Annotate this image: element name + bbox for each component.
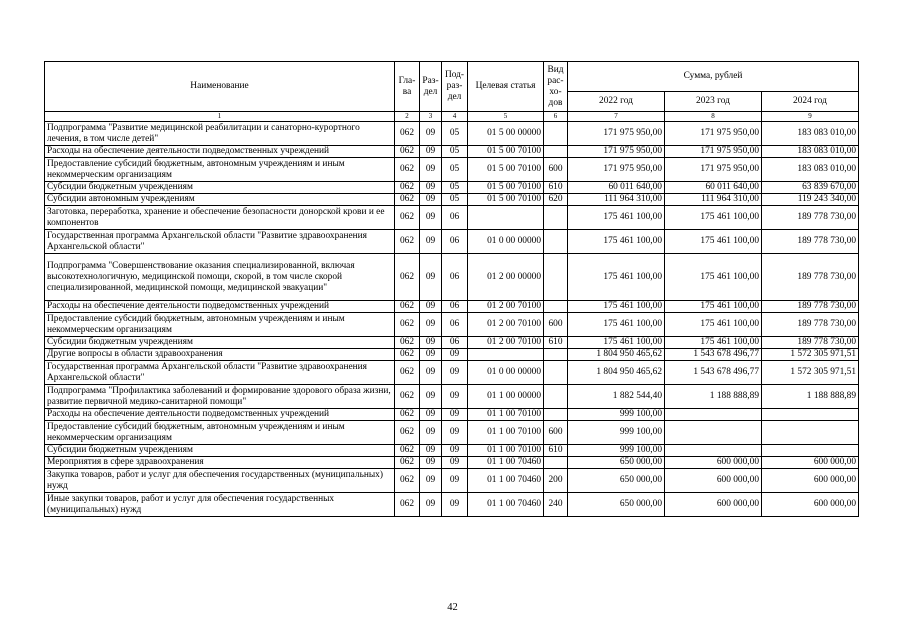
table-row bbox=[45, 158, 859, 182]
row-sum-2023: 1 188 888,89 bbox=[665, 385, 762, 409]
row-sum-2023: 175 461 100,00 bbox=[665, 337, 762, 349]
header-name: Наименование bbox=[45, 62, 395, 112]
row-sum-2024: 189 778 730,00 bbox=[762, 313, 859, 337]
row-expense-type: 610 bbox=[544, 445, 568, 457]
row-expense-type: 620 bbox=[544, 194, 568, 206]
row-expense-type bbox=[544, 301, 568, 313]
row-chapter: 062 bbox=[395, 254, 420, 301]
row-sum-2023: 600 000,00 bbox=[665, 469, 762, 493]
table-row bbox=[45, 493, 859, 517]
row-sum-2022: 171 975 950,00 bbox=[568, 122, 665, 146]
row-chapter: 062 bbox=[395, 385, 420, 409]
row-sum-2024: 189 778 730,00 bbox=[762, 206, 859, 230]
row-sum-2023: 600 000,00 bbox=[665, 493, 762, 517]
row-chapter: 062 bbox=[395, 194, 420, 206]
row-sum-2024 bbox=[762, 421, 859, 445]
row-chapter: 062 bbox=[395, 182, 420, 194]
row-expense-type bbox=[544, 361, 568, 385]
row-name: Расходы на обеспечение деятельности подведомственных учреждений bbox=[45, 409, 395, 421]
row-subsection: 05 bbox=[442, 194, 468, 206]
row-expense-type: 600 bbox=[544, 158, 568, 182]
row-name: Государственная программа Архангельской области "Развитие здравоохранения Архангельской области" bbox=[45, 230, 395, 254]
row-sum-2023: 175 461 100,00 bbox=[665, 230, 762, 254]
header-chapter: Гла-ва bbox=[395, 62, 420, 112]
row-target: 01 1 00 00000 bbox=[468, 385, 544, 409]
row-section: 09 bbox=[420, 469, 442, 493]
row-sum-2022: 999 100,00 bbox=[568, 421, 665, 445]
row-subsection: 05 bbox=[442, 158, 468, 182]
row-target: 01 5 00 70100 bbox=[468, 158, 544, 182]
row-sum-2022: 1 804 950 465,62 bbox=[568, 349, 665, 361]
row-name: Заготовка, переработка, хранение и обеспечение безопасности донорской крови и ее компонентов bbox=[45, 206, 395, 230]
row-sum-2022: 175 461 100,00 bbox=[568, 206, 665, 230]
table-row bbox=[45, 254, 859, 301]
row-sum-2022: 175 461 100,00 bbox=[568, 337, 665, 349]
row-sum-2024: 1 572 305 971,51 bbox=[762, 361, 859, 385]
row-sum-2022: 60 011 640,00 bbox=[568, 182, 665, 194]
row-sum-2023: 600 000,00 bbox=[665, 457, 762, 469]
row-sum-2022: 175 461 100,00 bbox=[568, 254, 665, 301]
header-target: Целевая статья bbox=[468, 62, 544, 112]
row-sum-2023 bbox=[665, 421, 762, 445]
row-expense-type bbox=[544, 206, 568, 230]
row-sum-2022: 111 964 310,00 bbox=[568, 194, 665, 206]
row-target: 01 5 00 70100 bbox=[468, 194, 544, 206]
row-subsection: 09 bbox=[442, 385, 468, 409]
row-chapter: 062 bbox=[395, 313, 420, 337]
row-subsection: 06 bbox=[442, 337, 468, 349]
row-section: 09 bbox=[420, 349, 442, 361]
row-name: Мероприятия в сфере здравоохранения bbox=[45, 457, 395, 469]
row-expense-type bbox=[544, 409, 568, 421]
row-sum-2023 bbox=[665, 409, 762, 421]
row-sum-2023: 111 964 310,00 bbox=[665, 194, 762, 206]
row-chapter: 062 bbox=[395, 122, 420, 146]
row-sum-2023: 175 461 100,00 bbox=[665, 301, 762, 313]
row-expense-type: 600 bbox=[544, 313, 568, 337]
row-sum-2024: 189 778 730,00 bbox=[762, 230, 859, 254]
row-expense-type: 240 bbox=[544, 493, 568, 517]
column-number: 7 bbox=[568, 112, 665, 122]
row-sum-2024: 189 778 730,00 bbox=[762, 254, 859, 301]
table-row bbox=[45, 445, 859, 457]
row-sum-2022: 1 882 544,40 bbox=[568, 385, 665, 409]
row-name: Другие вопросы в области здравоохранения bbox=[45, 349, 395, 361]
row-target: 01 1 00 70100 bbox=[468, 409, 544, 421]
row-name: Субсидии автономным учреждениям bbox=[45, 194, 395, 206]
table-row bbox=[45, 409, 859, 421]
column-number: 3 bbox=[420, 112, 442, 122]
row-sum-2022: 175 461 100,00 bbox=[568, 230, 665, 254]
row-subsection: 06 bbox=[442, 313, 468, 337]
row-name: Субсидии бюджетным учреждениям bbox=[45, 182, 395, 194]
row-chapter: 062 bbox=[395, 457, 420, 469]
row-target: 01 2 00 00000 bbox=[468, 254, 544, 301]
row-section: 09 bbox=[420, 421, 442, 445]
table-row bbox=[45, 146, 859, 158]
row-sum-2022: 1 804 950 465,62 bbox=[568, 361, 665, 385]
row-name: Расходы на обеспечение деятельности подведомственных учреждений bbox=[45, 146, 395, 158]
row-section: 09 bbox=[420, 301, 442, 313]
row-name: Субсидии бюджетным учреждениям bbox=[45, 337, 395, 349]
row-expense-type: 610 bbox=[544, 182, 568, 194]
row-section: 09 bbox=[420, 182, 442, 194]
row-sum-2022: 999 100,00 bbox=[568, 409, 665, 421]
row-name: Предоставление субсидий бюджетным, автономным учреждениям и иным некоммерческим организациям bbox=[45, 158, 395, 182]
row-target: 01 2 00 70100 bbox=[468, 301, 544, 313]
row-name: Подпрограмма "Развитие медицинской реабилитации и санаторно-курортного лечения, в том числе детей" bbox=[45, 122, 395, 146]
row-sum-2022: 171 975 950,00 bbox=[568, 158, 665, 182]
row-expense-type bbox=[544, 349, 568, 361]
row-chapter: 062 bbox=[395, 421, 420, 445]
column-number-row bbox=[45, 112, 859, 122]
row-sum-2024: 1 188 888,89 bbox=[762, 385, 859, 409]
row-section: 09 bbox=[420, 254, 442, 301]
row-expense-type bbox=[544, 457, 568, 469]
row-subsection: 06 bbox=[442, 206, 468, 230]
row-chapter: 062 bbox=[395, 409, 420, 421]
row-section: 09 bbox=[420, 194, 442, 206]
row-chapter: 062 bbox=[395, 493, 420, 517]
row-section: 09 bbox=[420, 146, 442, 158]
row-name: Государственная программа Архангельской области "Развитие здравоохранения Архангельской области" bbox=[45, 361, 395, 385]
row-chapter: 062 bbox=[395, 445, 420, 457]
row-sum-2024: 600 000,00 bbox=[762, 457, 859, 469]
column-number: 6 bbox=[544, 112, 568, 122]
table-row bbox=[45, 421, 859, 445]
row-target bbox=[468, 206, 544, 230]
row-subsection: 05 bbox=[442, 122, 468, 146]
row-section: 09 bbox=[420, 230, 442, 254]
row-target bbox=[468, 349, 544, 361]
row-subsection: 06 bbox=[442, 230, 468, 254]
row-section: 09 bbox=[420, 313, 442, 337]
table-row bbox=[45, 349, 859, 361]
table-row bbox=[45, 206, 859, 230]
column-number: 8 bbox=[665, 112, 762, 122]
row-expense-type: 200 bbox=[544, 469, 568, 493]
header-expense-type: Вид рас-хо-дов bbox=[544, 62, 568, 112]
row-section: 09 bbox=[420, 206, 442, 230]
table-row bbox=[45, 337, 859, 349]
row-sum-2023: 1 543 678 496,77 bbox=[665, 361, 762, 385]
budget-table bbox=[44, 61, 859, 517]
row-chapter: 062 bbox=[395, 361, 420, 385]
column-number: 5 bbox=[468, 112, 544, 122]
row-subsection: 06 bbox=[442, 301, 468, 313]
row-subsection: 09 bbox=[442, 421, 468, 445]
row-target: 01 1 00 70460 bbox=[468, 493, 544, 517]
row-chapter: 062 bbox=[395, 146, 420, 158]
row-sum-2024: 183 083 010,00 bbox=[762, 158, 859, 182]
row-sum-2024: 119 243 340,00 bbox=[762, 194, 859, 206]
table-row bbox=[45, 313, 859, 337]
row-sum-2022: 999 100,00 bbox=[568, 445, 665, 457]
table-row bbox=[45, 457, 859, 469]
table-row bbox=[45, 122, 859, 146]
column-number: 1 bbox=[45, 112, 395, 122]
row-expense-type: 600 bbox=[544, 421, 568, 445]
row-section: 09 bbox=[420, 158, 442, 182]
row-section: 09 bbox=[420, 385, 442, 409]
row-target: 01 1 00 70460 bbox=[468, 457, 544, 469]
row-sum-2022: 171 975 950,00 bbox=[568, 146, 665, 158]
table-row bbox=[45, 385, 859, 409]
row-chapter: 062 bbox=[395, 206, 420, 230]
row-sum-2024 bbox=[762, 445, 859, 457]
row-sum-2022: 650 000,00 bbox=[568, 457, 665, 469]
row-chapter: 062 bbox=[395, 230, 420, 254]
row-sum-2023: 1 543 678 496,77 bbox=[665, 349, 762, 361]
row-section: 09 bbox=[420, 361, 442, 385]
row-expense-type bbox=[544, 146, 568, 158]
row-sum-2022: 175 461 100,00 bbox=[568, 301, 665, 313]
row-target: 01 5 00 00000 bbox=[468, 122, 544, 146]
column-number: 2 bbox=[395, 112, 420, 122]
row-sum-2024: 63 839 670,00 bbox=[762, 182, 859, 194]
row-subsection: 09 bbox=[442, 409, 468, 421]
row-sum-2023: 171 975 950,00 bbox=[665, 122, 762, 146]
row-sum-2024: 183 083 010,00 bbox=[762, 146, 859, 158]
row-name: Закупка товаров, работ и услуг для обеспечения государственных (муниципальных) нужд bbox=[45, 469, 395, 493]
column-number: 9 bbox=[762, 112, 859, 122]
row-sum-2022: 650 000,00 bbox=[568, 493, 665, 517]
row-target: 01 5 00 70100 bbox=[468, 146, 544, 158]
row-section: 09 bbox=[420, 457, 442, 469]
table-body bbox=[45, 122, 859, 517]
header-sum: Сумма, рублей bbox=[568, 62, 859, 92]
row-section: 09 bbox=[420, 122, 442, 146]
row-section: 09 bbox=[420, 409, 442, 421]
row-sum-2024: 600 000,00 bbox=[762, 493, 859, 517]
row-name: Субсидии бюджетным учреждениям bbox=[45, 445, 395, 457]
row-section: 09 bbox=[420, 493, 442, 517]
header-year-2022: 2022 год bbox=[568, 92, 665, 112]
table-row bbox=[45, 469, 859, 493]
page-number: 42 bbox=[447, 602, 458, 613]
header-year-2023: 2023 год bbox=[665, 92, 762, 112]
row-name: Предоставление субсидий бюджетным, автономным учреждениям и иным некоммерческим организациям bbox=[45, 313, 395, 337]
column-number: 4 bbox=[442, 112, 468, 122]
row-section: 09 bbox=[420, 337, 442, 349]
row-name: Расходы на обеспечение деятельности подведомственных учреждений bbox=[45, 301, 395, 313]
row-sum-2023: 175 461 100,00 bbox=[665, 313, 762, 337]
row-target: 01 1 00 70100 bbox=[468, 421, 544, 445]
row-sum-2023: 175 461 100,00 bbox=[665, 206, 762, 230]
row-expense-type: 610 bbox=[544, 337, 568, 349]
row-subsection: 09 bbox=[442, 469, 468, 493]
row-sum-2024: 189 778 730,00 bbox=[762, 337, 859, 349]
row-target: 01 1 00 70460 bbox=[468, 469, 544, 493]
row-chapter: 062 bbox=[395, 337, 420, 349]
table-row bbox=[45, 361, 859, 385]
row-subsection: 09 bbox=[442, 445, 468, 457]
table-row bbox=[45, 182, 859, 194]
row-sum-2024: 183 083 010,00 bbox=[762, 122, 859, 146]
row-name: Предоставление субсидий бюджетным, автономным учреждениям и иным некоммерческим организациям bbox=[45, 421, 395, 445]
row-expense-type bbox=[544, 122, 568, 146]
row-subsection: 06 bbox=[442, 254, 468, 301]
row-sum-2023: 60 011 640,00 bbox=[665, 182, 762, 194]
row-subsection: 09 bbox=[442, 349, 468, 361]
row-subsection: 05 bbox=[442, 146, 468, 158]
row-name: Иные закупки товаров, работ и услуг для обеспечения государственных (муниципальных) нужд bbox=[45, 493, 395, 517]
row-sum-2024: 189 778 730,00 bbox=[762, 301, 859, 313]
row-subsection: 09 bbox=[442, 493, 468, 517]
table-row bbox=[45, 194, 859, 206]
row-sum-2023 bbox=[665, 445, 762, 457]
row-target: 01 2 00 70100 bbox=[468, 337, 544, 349]
header-section: Раз-дел bbox=[420, 62, 442, 112]
row-sum-2024: 600 000,00 bbox=[762, 469, 859, 493]
row-sum-2024 bbox=[762, 409, 859, 421]
row-expense-type bbox=[544, 385, 568, 409]
row-chapter: 062 bbox=[395, 349, 420, 361]
row-section: 09 bbox=[420, 445, 442, 457]
row-expense-type bbox=[544, 254, 568, 301]
row-target: 01 0 00 00000 bbox=[468, 230, 544, 254]
row-sum-2024: 1 572 305 971,51 bbox=[762, 349, 859, 361]
row-chapter: 062 bbox=[395, 469, 420, 493]
row-sum-2023: 171 975 950,00 bbox=[665, 146, 762, 158]
row-sum-2023: 175 461 100,00 bbox=[665, 254, 762, 301]
row-subsection: 09 bbox=[442, 457, 468, 469]
row-sum-2023: 171 975 950,00 bbox=[665, 158, 762, 182]
header-year-2024: 2024 год bbox=[762, 92, 859, 112]
table-header bbox=[45, 62, 859, 122]
row-target: 01 1 00 70100 bbox=[468, 445, 544, 457]
row-chapter: 062 bbox=[395, 301, 420, 313]
row-sum-2022: 650 000,00 bbox=[568, 469, 665, 493]
row-name: Подпрограмма "Совершенствование оказания специализированной, включая высокотехнологичную, медицинской помощи, скорой, в том числе скорой специализированной, медицинской помощи, медицинской эвакуации" bbox=[45, 254, 395, 301]
row-expense-type bbox=[544, 230, 568, 254]
row-name: Подпрограмма "Профилактика заболеваний и формирование здорового образа жизни, развитие первичной медико-санитарной помощи" bbox=[45, 385, 395, 409]
row-subsection: 05 bbox=[442, 182, 468, 194]
table-row bbox=[45, 301, 859, 313]
header-subsection: Под-раз-дел bbox=[442, 62, 468, 112]
row-target: 01 0 00 00000 bbox=[468, 361, 544, 385]
row-target: 01 2 00 70100 bbox=[468, 313, 544, 337]
row-target: 01 5 00 70100 bbox=[468, 182, 544, 194]
row-sum-2022: 175 461 100,00 bbox=[568, 313, 665, 337]
row-chapter: 062 bbox=[395, 158, 420, 182]
row-subsection: 09 bbox=[442, 361, 468, 385]
table-row bbox=[45, 230, 859, 254]
